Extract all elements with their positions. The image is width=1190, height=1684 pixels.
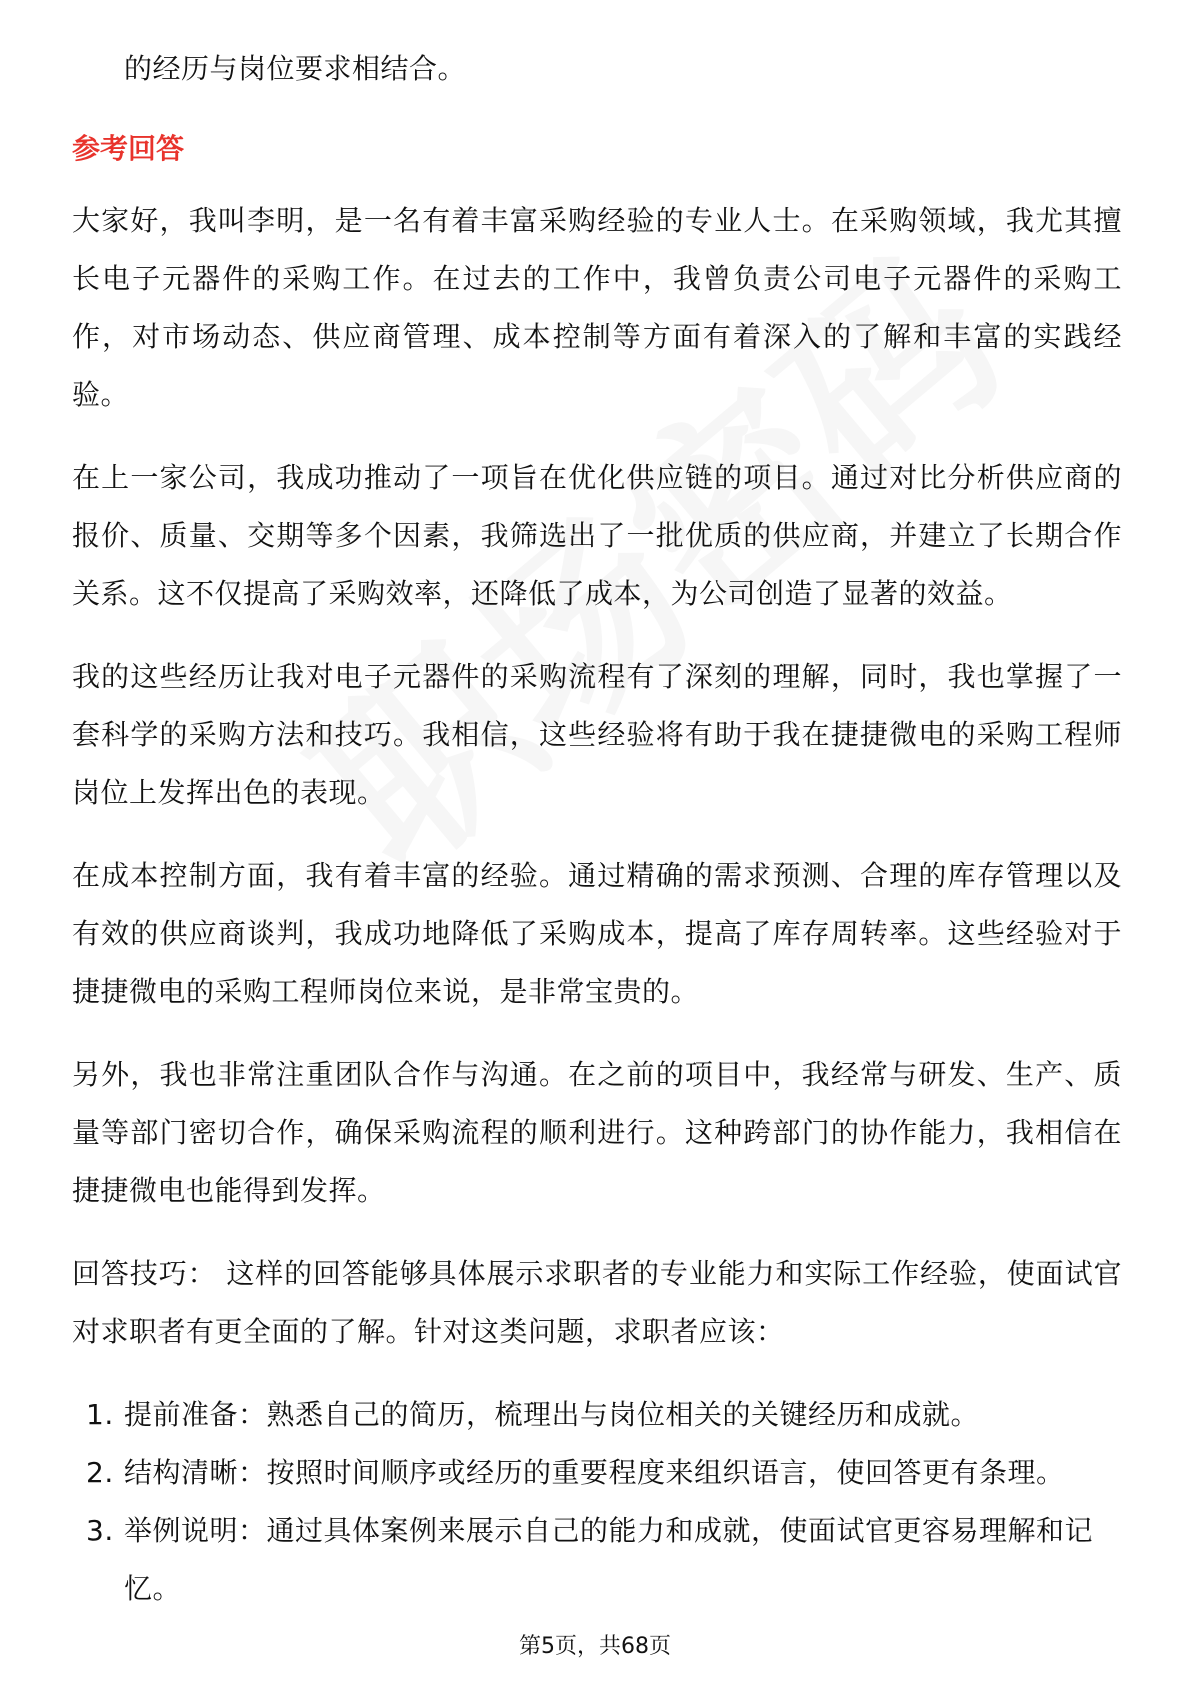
paragraph-answer-tips: 回答技巧： 这样的回答能够具体展示求职者的专业能力和实际工作经验，使面试官对求职者有更全面的了解。针对这类问题，求职者应该： [72, 1257, 1122, 1348]
section-heading: 参考回答 [72, 132, 185, 165]
list-number: 2. [86, 1456, 114, 1489]
continuation-text: 的经历与岗位要求相结合。 [124, 52, 467, 85]
tips-list [72, 1386, 1122, 1618]
list-number: 1. [86, 1398, 114, 1431]
paragraph-intro: 大家好，我叫李明，是一名有着丰富采购经验的专业人士。在采购领域，我尤其擅长电子元器件的采购工作。在过去的工作中，我曾负责公司电子元器件的采购工作，对市场动态、供应商管理、成本控制等方面有着深入的了解和丰富的实践经验。 [72, 204, 1122, 411]
list-item-text: 结构清晰：按照时间顺序或经历的重要程度来组织语言，使回答更有条理。 [124, 1456, 1065, 1489]
list-item [72, 1502, 1122, 1618]
list-item [72, 1386, 1122, 1444]
list-item-text: 提前准备：熟悉自己的简历，梳理出与岗位相关的关键经历和成就。 [124, 1398, 980, 1431]
list-item-text: 举例说明：通过具体案例来展示自己的能力和成就，使面试官更容易理解和记忆。 [124, 1514, 1094, 1605]
paragraph-supply-chain: 在上一家公司，我成功推动了一项旨在优化供应链的项目。通过对比分析供应商的报价、质量、交期等多个因素，我筛选出了一批优质的供应商，并建立了长期合作关系。这不仅提高了采购效率，还降低了成本，为公司创造了显著的效益。 [72, 461, 1122, 610]
list-item [72, 1444, 1122, 1502]
page-footer: 第5页，共68页 [519, 1634, 671, 1659]
paragraph-cost-control: 在成本控制方面，我有着丰富的经验。通过精确的需求预测、合理的库存管理以及有效的供应商谈判，我成功地降低了采购成本，提高了库存周转率。这些经验对于捷捷微电的采购工程师岗位来说，是非常宝贵的。 [72, 859, 1122, 1008]
list-number: 3. [86, 1514, 114, 1547]
paragraph-teamwork: 另外，我也非常注重团队合作与沟通。在之前的项目中，我经常与研发、生产、质量等部门密切合作，确保采购流程的顺利进行。这种跨部门的协作能力，我相信在捷捷微电也能得到发挥。 [72, 1058, 1122, 1207]
paragraph-experience: 我的这些经历让我对电子元器件的采购流程有了深刻的理解，同时，我也掌握了一套科学的采购方法和技巧。我相信，这些经验将有助于我在捷捷微电的采购工程师岗位上发挥出色的表现。 [72, 660, 1122, 809]
page-content [72, 40, 1122, 1618]
